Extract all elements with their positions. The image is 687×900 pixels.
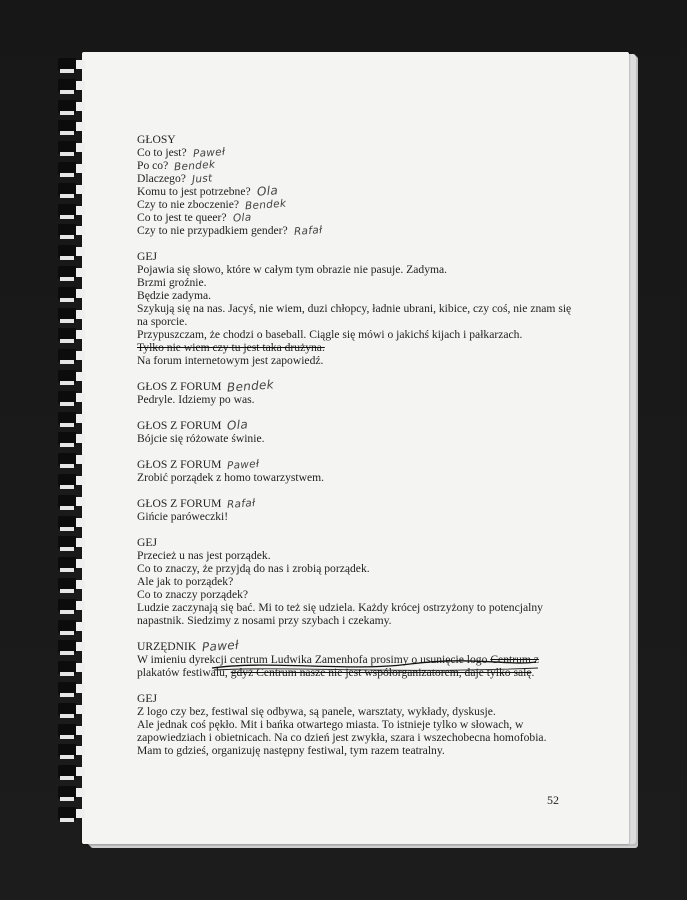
handwritten-note: Paweł — [201, 637, 240, 655]
script-line: Zrobić porządek z homo towarzystwem. — [137, 471, 325, 484]
binding-ring — [58, 807, 86, 820]
binding-ring — [58, 224, 86, 237]
binding-ring — [58, 682, 86, 695]
page-number: 52 — [547, 793, 559, 807]
binding-ring — [58, 640, 86, 653]
binding-ring — [58, 328, 86, 341]
script-line: Po co? Bendek — [137, 158, 216, 174]
script-line: Pojawia się słowo, które w całym tym obrazie nie pasuje. Zadyma. — [137, 263, 448, 276]
binding-ring — [58, 536, 86, 549]
handwritten-note: Rafał — [293, 224, 323, 238]
binding-ring — [58, 744, 86, 757]
spiral-binding — [58, 58, 86, 840]
binding-ring — [58, 703, 86, 716]
binding-ring — [58, 620, 86, 633]
speaker-heading: GŁOS Z FORUM Paweł — [137, 457, 261, 473]
binding-ring — [58, 58, 86, 71]
binding-ring — [58, 308, 86, 321]
binding-ring — [58, 287, 86, 300]
script-line: na sporcie. — [137, 315, 188, 328]
script-line: Mam to gdzieś, organizuję następny festiwal, tym razem teatralny. — [137, 744, 445, 757]
binding-ring — [58, 183, 86, 196]
speaker-heading: GEJ — [137, 536, 157, 549]
speaker-heading: GŁOSY — [137, 133, 176, 146]
script-line: Co to znaczy porządek? — [137, 588, 249, 601]
script-line: Będzie zadyma. — [137, 289, 212, 302]
handwritten-note: Ola — [226, 417, 249, 433]
script-line: Bójcie się różowate świnie. — [137, 432, 265, 445]
script-line: Co to jest? Paweł — [137, 145, 226, 161]
speaker-heading: GŁOS Z FORUM Rafał — [137, 497, 257, 511]
binding-ring — [58, 162, 86, 175]
speaker-heading: GEJ — [137, 692, 157, 705]
script-line: Ludzie zaczynają się bać. Mi to też się udziela. Każdy krócej ostrzyżony to potencjalny — [137, 601, 543, 614]
handwritten-note: Bendek — [173, 158, 216, 174]
speaker-heading: GŁOS Z FORUM Bendek — [137, 377, 275, 395]
binding-ring — [58, 557, 86, 570]
pen-scribble — [210, 656, 540, 678]
binding-ring — [58, 765, 86, 778]
script-line: Przypuszczam, że chodzi o baseball. Ciągle się mówi o jakichś kijach i pałkarzach. — [137, 328, 523, 341]
binding-ring — [58, 453, 86, 466]
script-line: Komu to jest potrzebne? Ola — [137, 183, 279, 199]
script-line: Przecież u nas jest porządek. — [137, 549, 271, 562]
handwritten-note: Rafał — [226, 497, 257, 511]
struck-text: gdyż Centrum nasze nie jest współorganizatorem, daje tylko salę — [230, 666, 532, 679]
binding-ring — [58, 79, 86, 92]
script-line: Na forum internetowym jest zapowiedź. — [137, 354, 324, 367]
speaker-heading: URZĘDNIK Paweł — [137, 637, 240, 655]
binding-ring — [58, 516, 86, 529]
binding-ring — [58, 412, 86, 425]
handwritten-note: Bendek — [244, 197, 287, 213]
binding-ring — [58, 120, 86, 133]
handwritten-note: Bendek — [226, 377, 275, 395]
binding-ring — [58, 661, 86, 674]
binding-ring — [58, 724, 86, 737]
script-line: Brzmi groźnie. — [137, 276, 207, 289]
speaker-heading: GEJ — [137, 250, 157, 263]
binding-ring — [58, 204, 86, 217]
script-line: Z logo czy bez, festiwal się odbywa, są panele, warsztaty, wykłady, dyskusje. — [137, 705, 496, 718]
binding-ring — [58, 141, 86, 154]
handwritten-note: Ola — [256, 183, 279, 199]
script-line: Co to jest te queer? Ola — [137, 211, 252, 225]
script-line: Czy to nie zboczenie? Bendek — [137, 197, 287, 213]
binding-ring — [58, 578, 86, 591]
script-line: zapowiedziach i obietnicach. Na co dzień jest zwykła, szara i wszechobecna homofobia. — [137, 731, 547, 744]
script-line: plakatów festiwalu, gdyż Centrum nasze nie jest współorganizatorem, daje tylko salę. — [137, 666, 535, 679]
handwritten-note: Paweł — [192, 145, 226, 161]
binding-ring — [58, 100, 86, 113]
binding-ring — [58, 266, 86, 279]
binding-ring — [58, 391, 86, 404]
script-line: Czy to nie przypadkiem gender? Rafał — [137, 224, 323, 238]
binding-ring — [58, 370, 86, 383]
script-line: W imieniu dyrekcji centrum Ludwika Zamenhofa prosimy o usunięcie logo Centrum z — [137, 653, 539, 666]
struck-text: Centrum z — [490, 653, 539, 666]
script-line: Ale jak to porządek? — [137, 575, 234, 588]
script-line: Szykują się na nas. Jacyś, nie wiem, duzi chłopcy, ładnie ubrani, kibice, czy coś, nie znam się — [137, 302, 572, 315]
script-line: Dlaczego? Just — [137, 172, 213, 186]
script-line: Co to znaczy, że przyjdą do nas i zrobią porządek. — [137, 562, 370, 575]
binding-ring — [58, 599, 86, 612]
binding-ring — [58, 432, 86, 445]
script-line: napastnik. Siedzimy z nosami przy szybach i czekamy. — [137, 614, 392, 627]
script-line: Ale jednak coś pękło. Mit i bańka otwartego miasta. To istnieje tylko w słowach, w — [137, 718, 524, 731]
handwritten-note: Ola — [232, 211, 252, 225]
speaker-heading: GŁOS Z FORUM Ola — [137, 417, 249, 433]
binding-ring — [58, 349, 86, 362]
script-line: Gińcie paróweczki! — [137, 510, 229, 523]
binding-ring — [58, 495, 86, 508]
handwritten-note: Paweł — [226, 457, 261, 473]
handwritten-note: Just — [191, 172, 213, 186]
binding-ring — [58, 245, 86, 258]
binding-ring — [58, 474, 86, 487]
binding-ring — [58, 786, 86, 799]
struck-line: Tylko nie wiem czy tu jest taka drużyna. — [137, 341, 325, 354]
script-line: Pedryle. Idziemy po was. — [137, 393, 255, 406]
